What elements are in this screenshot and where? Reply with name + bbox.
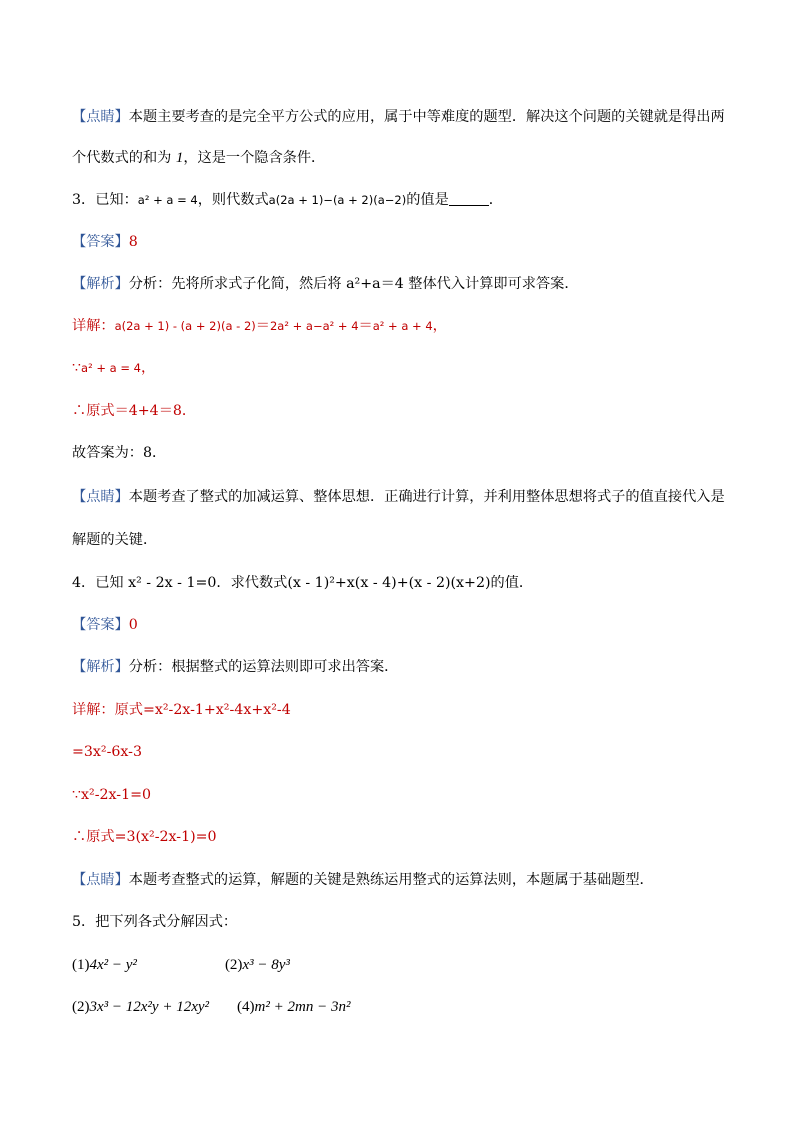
dianjing-note-1 bbox=[72, 107, 734, 127]
q3-expression: a(2a + 1)−(a + 2)(a−2) bbox=[268, 193, 407, 207]
hidden-sum-value: 1 bbox=[175, 150, 184, 166]
therefore-3: ∴原式＝4+4＝8． bbox=[72, 403, 197, 419]
q5-part1: 4x² − y² bbox=[89, 957, 137, 973]
answer-4: 【答案】0 bbox=[72, 617, 138, 633]
detail-3: 详解：a(2a + 1) - (a + 2)(a - 2)＝2a² + a−a² + 4＝a² + a + 4， bbox=[72, 318, 447, 334]
answer-3: 【答案】8 bbox=[72, 234, 138, 250]
answer-3-value: 8 bbox=[128, 234, 138, 250]
question-3: 3．已知：a² + a = 4，则代数式a(2a + 1)−(a + 2)(a−2)的值是 ． bbox=[72, 192, 503, 208]
dianjing-tag: 【点睛】 bbox=[72, 109, 129, 125]
answer-blank bbox=[449, 191, 489, 206]
q3-given: a² + a = 4 bbox=[137, 193, 198, 207]
question-4: 4．已知 x² - 2x - 1=0．求代数式(x - 1)²+x(x - 4)+(x - 2)(x+2)的值． bbox=[72, 575, 534, 591]
dianjing-text-line1: 本题主要考查的是完全平方公式的应用，属于中等难度的题型．解决这个问题的关键就是得出两 bbox=[128, 109, 725, 125]
dianjing-note-3: 【点睛】本题考查了整式的加减运算、整体思想．正确进行计算，并利用整体思想将式子的值直接代入是 bbox=[72, 489, 725, 505]
dianjing-note-4: 【点睛】本题考查整式的运算，解题的关键是熟练运用整式的运算法则，本题属于基础题型． bbox=[72, 872, 654, 888]
dianjing-note-1-line2: 个代数式的和为 1，这是一个隐含条件． bbox=[72, 150, 326, 166]
question-5: 5．把下列各式分解因式： bbox=[72, 914, 238, 930]
q5-part4: m² + 2mn − 3n² bbox=[254, 999, 351, 1015]
q5-part2: x³ − 8y³ bbox=[242, 957, 290, 973]
detail-4-line4: ∴原式=3(x²-2x-1)=0 bbox=[72, 829, 217, 845]
detail-4-line3: ∵x²-2x-1=0 bbox=[72, 787, 152, 803]
dianjing-note-3-line2: 解题的关键． bbox=[72, 532, 158, 548]
detail-4-line2: =3x²-6x-3 bbox=[72, 744, 142, 760]
detail-4-line1: 详解：原式=x²-2x-1+x²-4x+x²-4 bbox=[72, 702, 291, 718]
answer-4-value: 0 bbox=[128, 617, 138, 633]
because-3: ∵a² + a = 4， bbox=[72, 360, 156, 376]
analysis-3: 【解析】分析：先将所求式子化简，然后将 a²+a＝4 整体代入计算即可求答案． bbox=[72, 276, 579, 292]
analysis-4: 【解析】分析：根据整式的运算法则即可求出答案． bbox=[72, 659, 399, 675]
question-5-row1: (1)4x² − y² (2)x³ − 8y³ bbox=[72, 957, 290, 973]
q5-part3: 3x³ − 12x²y + 12xy² bbox=[89, 999, 210, 1015]
question-5-row2: (2)3x³ − 12x²y + 12xy² (4)m² + 2mn − 3n² bbox=[72, 999, 351, 1015]
conclusion-3: 故答案为：8． bbox=[72, 445, 167, 461]
